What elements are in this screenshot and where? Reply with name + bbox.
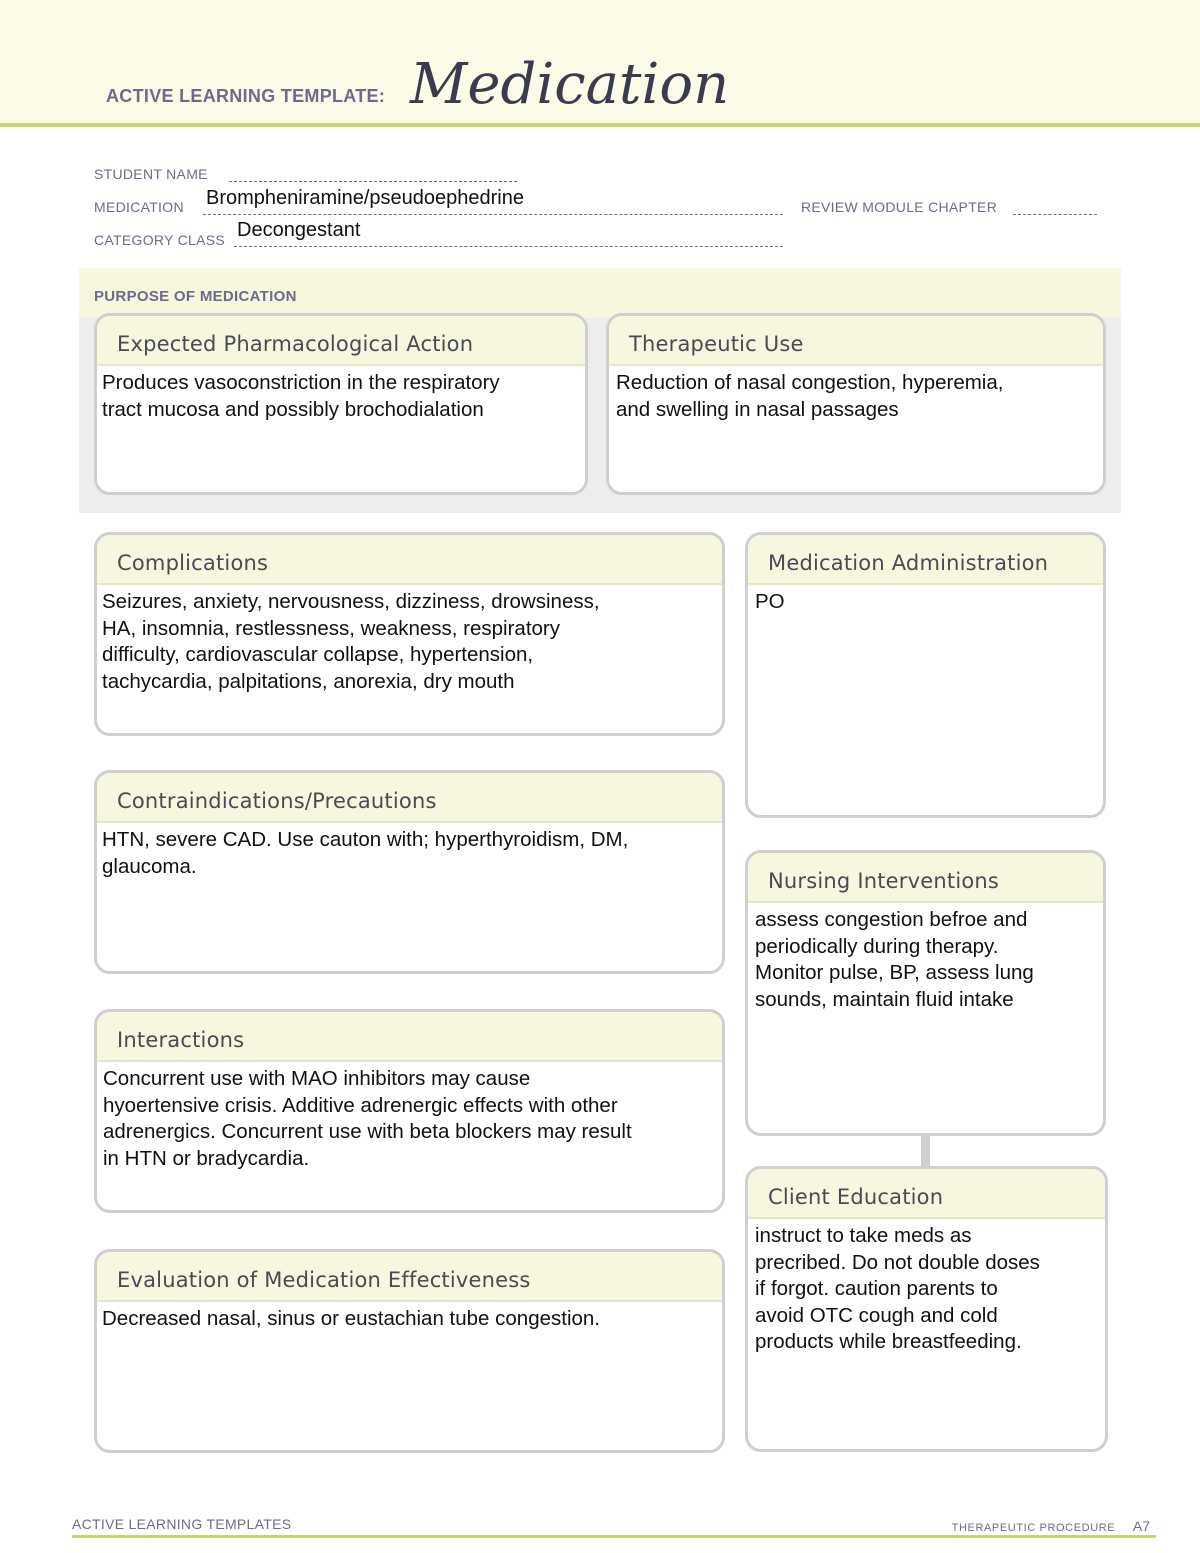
medication-label: MEDICATION bbox=[94, 199, 184, 215]
text-line: assess congestion befroe and bbox=[755, 908, 1028, 931]
text-line: instruct to take meds as bbox=[755, 1224, 972, 1247]
therapeutic-use-title: Therapeutic Use bbox=[609, 316, 1103, 366]
text-line: tachycardia, palpitations, anorexia, dry mouth bbox=[102, 669, 515, 693]
administration-title: Medication Administration bbox=[748, 535, 1103, 585]
therapeutic-use-box bbox=[606, 313, 1106, 495]
contraindications-title: Contraindications/Precautions bbox=[97, 773, 722, 823]
text-line: Monitor pulse, BP, assess lung bbox=[755, 961, 1034, 984]
administration-box bbox=[745, 532, 1106, 818]
text-line: in HTN or bradycardia. bbox=[103, 1146, 310, 1170]
text-line: avoid OTC cough and cold bbox=[755, 1303, 998, 1327]
expected-action-text[interactable] bbox=[97, 366, 585, 423]
box-connector bbox=[921, 1136, 930, 1166]
text-line: HA, insomnia, restlessness, weakness, respiratory bbox=[102, 616, 561, 640]
evaluation-title: Evaluation of Medication Effectiveness bbox=[97, 1252, 722, 1302]
page-number: A7 bbox=[1132, 1518, 1150, 1534]
text-line: products while breastfeeding. bbox=[755, 1330, 1022, 1353]
text-line: sounds, maintain fluid intake bbox=[755, 987, 1014, 1011]
nursing-interventions-box bbox=[745, 850, 1106, 1136]
text-line: tract mucosa and possibly brochodialation bbox=[102, 397, 484, 421]
text-line: Reduction of nasal congestion, hyperemia, bbox=[616, 371, 1004, 394]
text-line: Seizures, anxiety, nervousness, dizziness, drowsiness, bbox=[102, 590, 600, 613]
text-line: precribed. Do not double doses bbox=[755, 1250, 1040, 1274]
contraindications-box bbox=[94, 770, 725, 974]
expected-action-title: Expected Pharmacological Action bbox=[97, 316, 585, 366]
text-line: glaucoma. bbox=[102, 854, 197, 878]
evaluation-text[interactable] bbox=[97, 1302, 722, 1333]
student-name-field[interactable] bbox=[229, 181, 517, 182]
text-line: adrenergics. Concurrent use with beta blockers may result bbox=[103, 1120, 632, 1143]
footer-procedure: THERAPEUTIC PROCEDURE bbox=[951, 1522, 1116, 1534]
nursing-interventions-title: Nursing Interventions bbox=[748, 853, 1103, 903]
administration-text[interactable] bbox=[748, 585, 1103, 616]
client-education-text[interactable] bbox=[748, 1219, 1105, 1356]
interactions-text[interactable] bbox=[97, 1062, 722, 1172]
footer-right bbox=[952, 1518, 1150, 1534]
interactions-title: Interactions bbox=[97, 1012, 722, 1062]
text-line: PO bbox=[755, 590, 785, 613]
footer-left: ACTIVE LEARNING TEMPLATES bbox=[72, 1516, 292, 1532]
text-line: if forgot. caution parents to bbox=[755, 1277, 998, 1300]
complications-text[interactable] bbox=[97, 585, 722, 695]
medication-value: Brompheniramine/pseudoephedrine bbox=[206, 187, 524, 209]
text-line: Concurrent use with MAO inhibitors may cause bbox=[103, 1067, 531, 1090]
review-module-field[interactable] bbox=[1013, 214, 1097, 215]
category-class-value: Decongestant bbox=[237, 219, 361, 241]
therapeutic-use-text[interactable] bbox=[609, 366, 1103, 423]
client-education-box bbox=[745, 1166, 1108, 1452]
text-line: periodically during therapy. bbox=[755, 934, 999, 958]
template-label: ACTIVE LEARNING TEMPLATE: bbox=[106, 86, 386, 106]
contraindications-text[interactable] bbox=[97, 823, 722, 880]
text-line: hyoertensive crisis. Additive adrenergic effects with other bbox=[103, 1093, 618, 1117]
text-line: HTN, severe CAD. Use cauton with; hyperthyroidism, DM, bbox=[102, 828, 629, 851]
expected-action-box bbox=[94, 313, 588, 495]
text-line: Decreased nasal, sinus or eustachian tube congestion. bbox=[102, 1307, 601, 1330]
complications-box bbox=[94, 532, 725, 736]
page-title: Medication bbox=[410, 52, 730, 117]
text-line: and swelling in nasal passages bbox=[616, 397, 899, 421]
evaluation-box bbox=[94, 1249, 725, 1453]
text-line: difficulty, cardiovascular collapse, hypertension, bbox=[102, 643, 534, 666]
category-class-field[interactable] bbox=[234, 246, 783, 247]
category-class-label: CATEGORY CLASS bbox=[94, 232, 226, 248]
nursing-interventions-text[interactable] bbox=[748, 903, 1103, 1013]
client-education-title: Client Education bbox=[748, 1169, 1105, 1219]
text-line: Produces vasoconstriction in the respiratory bbox=[102, 371, 500, 394]
complications-title: Complications bbox=[97, 535, 722, 585]
interactions-box bbox=[94, 1009, 725, 1213]
student-name-label: STUDENT NAME bbox=[94, 166, 208, 182]
purpose-label: PURPOSE OF MEDICATION bbox=[94, 288, 297, 305]
medication-field[interactable] bbox=[203, 214, 783, 215]
review-module-label: REVIEW MODULE CHAPTER bbox=[801, 199, 998, 215]
footer-rule bbox=[72, 1535, 1156, 1538]
